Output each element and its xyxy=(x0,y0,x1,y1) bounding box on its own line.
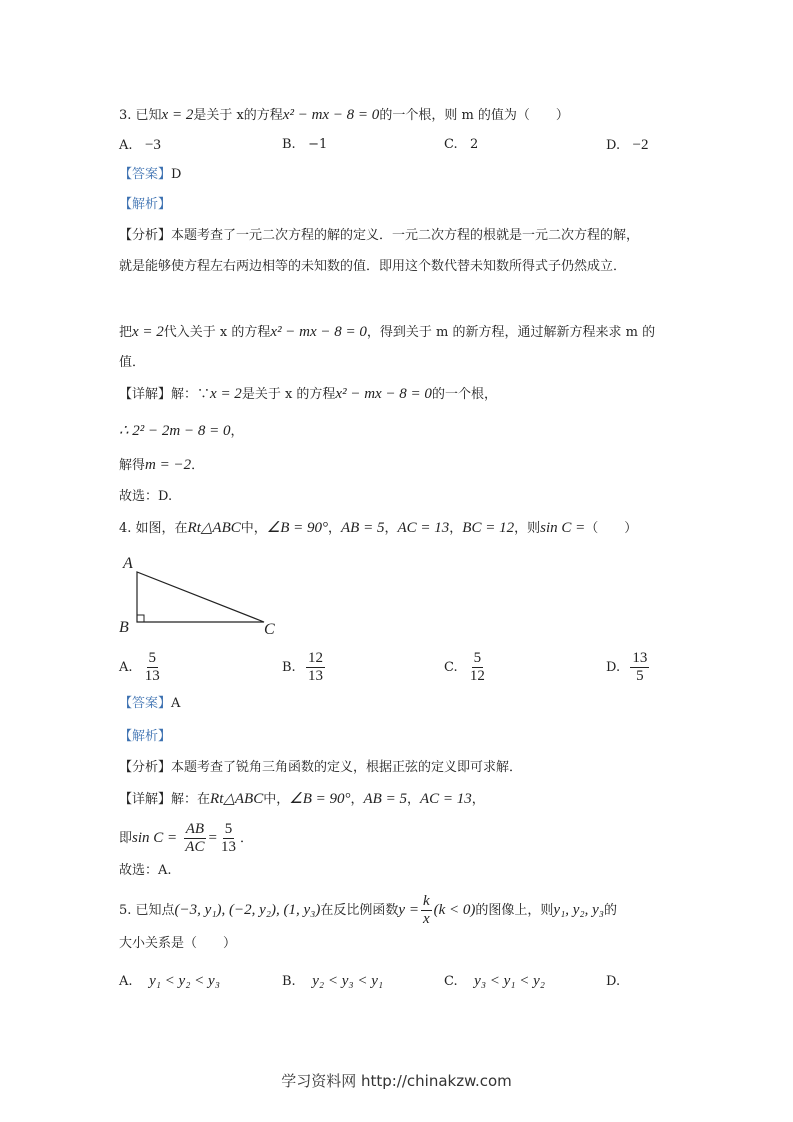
vertex-b-label: B xyxy=(119,619,129,636)
q5-option-c: C. y₃ < y₁ < y₂ xyxy=(444,973,546,989)
q4-step: 即sin C = $\frac{AB}{AC}$ = $\frac{5}{13}$ ． xyxy=(119,821,253,855)
q3-option-a: A. −3 xyxy=(119,137,161,153)
q4-fenxi: 【分析】本题考查了锐角三角函数的定义，根据正弦的定义即可求解． xyxy=(119,760,523,775)
q3-analysis-tag: 【解析】 xyxy=(119,197,172,212)
q5-stem: 5. 已知点(−3, y₁), (−2, y₂), (1, y₃)在反比例函数y = $\frac{k}{x}$ (k < 0)的图像上，则y₁, y₂, y₃的 xyxy=(119,893,618,927)
q3-method-line2: 值． xyxy=(119,355,146,370)
q4-option-c: C. $\frac{5}{12}$ xyxy=(444,650,485,684)
q5-option-d: D. xyxy=(606,974,621,989)
q3-choice: 故选：D. xyxy=(119,489,173,504)
footer-watermark: 学习资料网 http://chinakzw.com xyxy=(281,1072,512,1090)
q4-choice: 故选：A. xyxy=(119,863,172,878)
q3-detail: 【详解】解：∵x = 2是关于 x 的方程x² − mx − 8 = 0的一个根， xyxy=(119,386,497,402)
q3-answer: 【答案】D xyxy=(119,167,182,182)
q4-option-d: D. $\frac{13}{5}$ xyxy=(606,650,648,684)
q3-option-d: D. −2 xyxy=(606,137,649,153)
q3-option-c: C. 2 xyxy=(444,137,479,152)
q4-option-b: B. $\frac{12}{13}$ xyxy=(282,650,323,684)
q3-step1: ∴ 2² − 2m − 8 = 0， xyxy=(119,423,244,439)
vertex-c-label: C xyxy=(264,621,275,638)
q3-stem: 3. 已知x = 2是关于 x的方程x² − mx − 8 = 0的一个根，则 m 的值为（ ） xyxy=(119,107,569,123)
q3-fenxi-line1: 【分析】本题考查了一元二次方程的解的定义．一元二次方程的根就是一元二次方程的解， xyxy=(119,228,640,243)
q4-stem: 4. 如图，在Rt△ABC中，∠B = 90°，AB = 5，AC = 13，BC = 12，则sin C =（ ） xyxy=(119,520,638,536)
q5-option-b: B. y₂ < y₃ < y₁ xyxy=(282,973,384,989)
q5-stem-line2: 大小关系是（ ） xyxy=(119,936,237,951)
right-angle-mark xyxy=(137,615,144,622)
q3-option-b: B. −1 xyxy=(282,137,328,152)
q3-method-line1: 把x = 2代入关于 x 的方程x² − mx − 8 = 0，得到关于 m 的新方程，通过解新方程来求 m 的 xyxy=(119,324,656,340)
q3-step2: 解得m = −2． xyxy=(119,457,205,473)
q4-detail: 【详解】解：在Rt△ABC中，∠B = 90°，AB = 5，AC = 13， xyxy=(119,791,485,807)
triangle-figure xyxy=(119,552,289,640)
q4-answer: 【答案】A xyxy=(119,696,181,711)
q4-analysis-tag: 【解析】 xyxy=(119,729,172,744)
q5-option-a: A. y₁ < y₂ < y₃ xyxy=(119,973,220,989)
q4-option-a: A. $\frac{5}{13}$ xyxy=(119,650,160,684)
vertex-a-label: A xyxy=(123,555,133,572)
q3-fenxi-line2: 就是能够使方程左右两边相等的未知数的值．即用这个数代替未知数所得式子仍然成立． xyxy=(119,259,627,274)
triangle-shape xyxy=(137,572,264,622)
